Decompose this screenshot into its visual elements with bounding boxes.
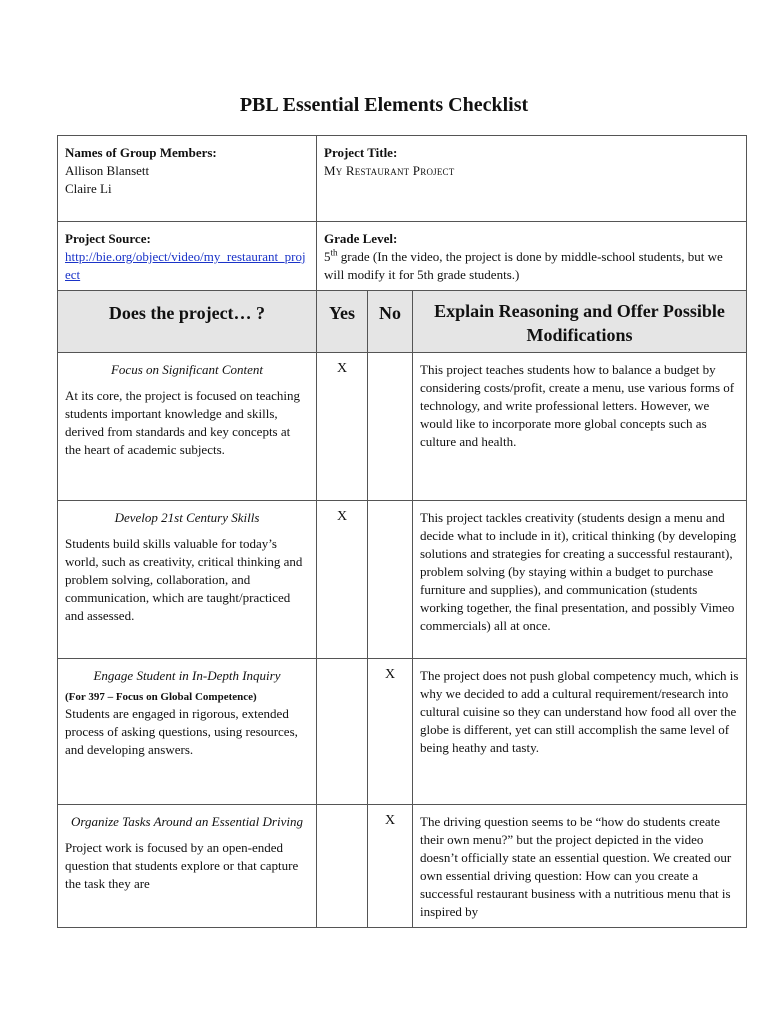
- group-members-cell: [58, 136, 317, 222]
- grade-superscript: th: [330, 247, 338, 258]
- element-title: Engage Student in In-Depth Inquiry: [93, 668, 281, 683]
- header-question: Does the project… ?: [58, 291, 317, 353]
- header-explain: Explain Reasoning and Offer Possible Modifications: [413, 291, 747, 353]
- element-description: Students are engaged in rigorous, extended process of asking questions, using resources, and developing answers.: [65, 706, 298, 757]
- project-source-link[interactable]: http://bie.org/object/video/my_restaurant_project: [65, 249, 306, 282]
- element-description: Project work is focused by an open-ended question that students explore or that capture the task they are: [65, 840, 299, 891]
- table-row: [58, 353, 747, 501]
- project-title-cell: [317, 136, 747, 222]
- table-row: [58, 501, 747, 659]
- element-title: Develop 21st Century Skills: [114, 510, 260, 525]
- group-member-name: Allison Blansett: [65, 163, 150, 178]
- no-mark: [368, 353, 413, 501]
- element-title: Focus on Significant Content: [110, 362, 263, 377]
- grade-level-cell: [317, 222, 747, 291]
- header-no: No: [368, 291, 413, 353]
- project-title-label: Project Title:: [324, 145, 398, 160]
- element-cell: [58, 805, 317, 928]
- no-mark: [368, 501, 413, 659]
- grade-number: 5: [324, 249, 331, 264]
- no-mark: X: [368, 659, 413, 805]
- grade-level-value: [324, 248, 739, 284]
- info-row-names: [58, 136, 747, 222]
- yes-mark: X: [317, 501, 368, 659]
- grade-level-label: Grade Level:: [324, 231, 398, 246]
- project-source-cell: [58, 222, 317, 291]
- explanation-text: The driving question seems to be “how do students create their own menu?” but the project depicted in the video doesn’t officially state an essential question. We created our own essential driving question: How can you create a successful restaurant business with a nutritious menu that is inspired by: [413, 805, 747, 928]
- yes-mark: [317, 659, 368, 805]
- explanation-text: This project teaches students how to balance a budget by considering costs/profit, create a menu, use various forms of technology, and write professional letters. However, we would like to incorporate more global concepts such as culture and health.: [413, 353, 747, 501]
- table-row: [58, 659, 747, 805]
- checklist-table: [57, 135, 747, 928]
- element-title: Organize Tasks Around an Essential Driving: [71, 814, 303, 829]
- project-title-value: My Restaurant Project: [324, 163, 455, 178]
- element-description: Students build skills valuable for today’s world, such as creativity, critical thinking and problem solving, collaboration, and communication, which are taught/practiced and assessed.: [65, 536, 303, 623]
- yes-mark: [317, 805, 368, 928]
- element-cell: [58, 659, 317, 805]
- info-row-source: [58, 222, 747, 291]
- element-subnote: (For 397 – Focus on Global Competence): [65, 691, 257, 703]
- table-header-row: [58, 291, 747, 353]
- explanation-text: The project does not push global competency much, which is why we decided to add a cultural requirement/research into cultural cuisine so they can understand how food all over the globe is different, yet can still accomplish the same level of being heathy and tasty.: [413, 659, 747, 805]
- explanation-text: This project tackles creativity (students design a menu and decide what to include in it), critical thinking (by developing solutions and strategies for creating a successful restaurant), problem solving (by staying within a budget to purchase furniture and supplies), and communication (students working together, the final presentation, and possibly Vimeo commercials) all at once.: [413, 501, 747, 659]
- table-row: [58, 805, 747, 928]
- group-members-label: Names of Group Members:: [65, 145, 217, 160]
- project-source-label: Project Source:: [65, 231, 151, 246]
- grade-description: grade (In the video, the project is done by middle-school students, but we will modify it for 5th grade students.): [324, 249, 723, 282]
- element-cell: [58, 353, 317, 501]
- group-member-name: Claire Li: [65, 181, 112, 196]
- no-mark: X: [368, 805, 413, 928]
- element-description: At its core, the project is focused on teaching students important knowledge and skills, derived from standards and key concepts at the heart of academic subjects.: [65, 388, 301, 457]
- document-title: PBL Essential Elements Checklist: [239, 94, 529, 116]
- element-cell: [58, 501, 317, 659]
- header-yes: Yes: [317, 291, 368, 353]
- yes-mark: X: [317, 353, 368, 501]
